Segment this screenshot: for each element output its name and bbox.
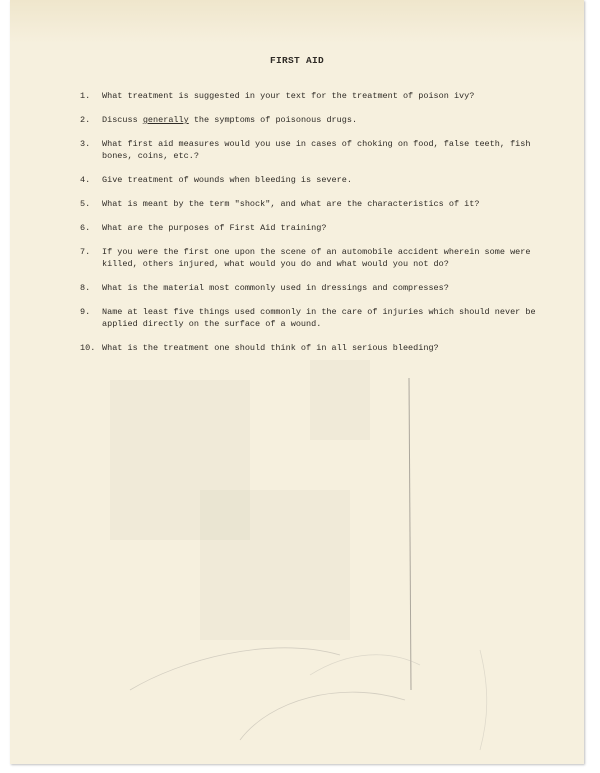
question-item xyxy=(80,222,550,234)
question-number: 6. xyxy=(80,223,91,233)
question-item xyxy=(80,174,550,186)
question-number: 9. xyxy=(80,307,91,317)
question-text: Name at least five things used commonly in the care of injuries which should never be applied directly on the surface of a wound. xyxy=(102,307,536,329)
question-number: 1. xyxy=(80,91,91,101)
question-text: If you were the first one upon the scene of an automobile accident wherein some were killed, others injured, what would you do and what would you not do? xyxy=(102,247,531,269)
underlined-word: generally xyxy=(142,115,189,125)
question-number: 4. xyxy=(80,175,91,185)
question-text: What is the treatment one should think of in all serious bleeding? xyxy=(102,343,439,353)
question-item xyxy=(80,342,550,354)
document-title: FIRST AID xyxy=(269,55,324,66)
question-text: What is meant by the term "shock", and what are the characteristics of it? xyxy=(102,199,480,209)
question-item xyxy=(80,282,550,294)
question-number: 5. xyxy=(80,199,91,209)
question-item xyxy=(80,198,550,210)
question-number: 8. xyxy=(80,283,91,293)
question-item xyxy=(80,306,550,330)
question-text-post: the symptoms of poisonous drugs. xyxy=(188,115,358,125)
question-item xyxy=(80,90,550,102)
question-item xyxy=(80,246,550,270)
question-list xyxy=(80,90,550,366)
question-number: 10. xyxy=(80,343,96,353)
question-text: What is the material most commonly used in dressings and compresses? xyxy=(102,283,449,293)
question-text: Give treatment of wounds when bleeding is severe. xyxy=(102,175,352,185)
question-number: 7. xyxy=(80,247,91,257)
question-text: What first aid measures would you use in cases of choking on food, false teeth, fish bones, coins, etc.? xyxy=(102,139,531,161)
paper-sheet xyxy=(10,0,584,764)
question-text-pre: Discuss xyxy=(102,115,143,125)
question-text: What are the purposes of First Aid training? xyxy=(102,223,327,233)
question-number: 2. xyxy=(80,115,91,125)
question-item xyxy=(80,138,550,162)
question-item xyxy=(80,114,550,126)
question-number: 3. xyxy=(80,139,91,149)
question-text: What treatment is suggested in your text for the treatment of poison ivy? xyxy=(102,91,475,101)
